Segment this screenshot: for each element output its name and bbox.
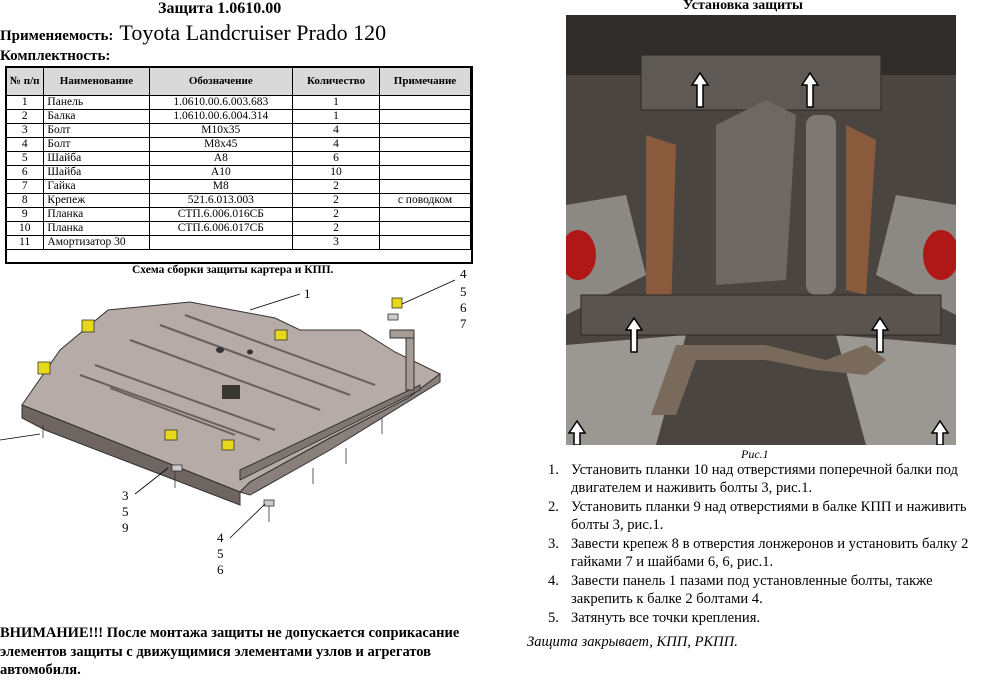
callout-3-left: 3 <box>122 488 129 503</box>
cell-note <box>379 96 470 110</box>
cell-num: 6 <box>6 166 44 180</box>
col-header-num: № п/п <box>6 67 44 96</box>
cell-num: 4 <box>6 138 44 152</box>
col-header-note: Примечание <box>379 67 470 96</box>
cell-designation: M8x45 <box>149 138 293 152</box>
callout-9-left: 9 <box>122 520 129 535</box>
callout-6-top: 6 <box>460 300 467 315</box>
cell-designation: A10 <box>149 166 293 180</box>
document-title: Защита 1.0610.00 <box>158 0 282 17</box>
cell-num: 3 <box>6 124 44 138</box>
cell-name: Планка <box>44 222 149 236</box>
step-text: Затянуть все точки крепления. <box>571 610 761 626</box>
step-text: Завести крепеж 8 в отверстия лонжеронов и установить балку 2 гайками 7 и шайбами 6, 6, рис.1. <box>571 536 969 570</box>
cell-designation: 521.6.013.003 <box>149 194 293 208</box>
step-item <box>548 610 980 628</box>
cell-name: Балка <box>44 110 149 124</box>
assembly-diagram <box>0 270 480 580</box>
parts-table-body <box>6 96 471 250</box>
cell-num: 2 <box>6 110 44 124</box>
cell-name: Болт <box>44 138 149 152</box>
installation-photo <box>566 15 956 445</box>
cell-name: Болт <box>44 124 149 138</box>
warning-text: ВНИМАНИЕ!!! После монтажа защиты не допускается соприкасание элементов защиты с движущимися элементами узлов и агрегатов автомобиля. <box>0 625 460 678</box>
table-row <box>6 166 471 180</box>
table-row <box>6 194 471 208</box>
table-row <box>6 222 471 236</box>
cell-quantity: 10 <box>293 166 380 180</box>
step-number: 2. <box>548 499 559 515</box>
step-number: 5. <box>548 610 559 626</box>
cell-designation: СТП.6.006.017СБ <box>149 222 293 236</box>
col-header-name: Наименование <box>44 67 149 96</box>
cell-note <box>379 124 470 138</box>
table-row <box>6 152 471 166</box>
step-item <box>548 462 980 497</box>
table-row <box>6 96 471 110</box>
installation-title: Установка защиты <box>683 0 803 13</box>
applicability-label: Применяемость: <box>0 28 114 44</box>
cell-note <box>379 110 470 124</box>
applicability <box>0 20 386 46</box>
cell-name: Гайка <box>44 180 149 194</box>
cell-note <box>379 208 470 222</box>
cell-quantity: 2 <box>293 208 380 222</box>
table-row <box>6 208 471 222</box>
cell-num: 10 <box>6 222 44 236</box>
cell-quantity: 4 <box>293 124 380 138</box>
table-row <box>6 124 471 138</box>
cell-quantity: 2 <box>293 194 380 208</box>
cell-num: 9 <box>6 208 44 222</box>
panel-shape <box>22 302 440 505</box>
cell-note <box>379 222 470 236</box>
table-row <box>6 180 471 194</box>
parts-table-header <box>6 67 471 96</box>
cell-designation: M8 <box>149 180 293 194</box>
callout-5-top: 5 <box>460 284 467 299</box>
callout-1: 1 <box>304 286 311 301</box>
cell-num: 8 <box>6 194 44 208</box>
cell-note <box>379 138 470 152</box>
cell-note <box>379 152 470 166</box>
col-header-quantity: Количество <box>293 67 380 96</box>
step-text: Установить планки 10 над отверстиями поперечной балки под двигателем и наживить болты 3, рис.1. <box>571 462 958 496</box>
figure-caption: Рис.1 <box>741 447 769 461</box>
cell-quantity: 4 <box>293 138 380 152</box>
cell-designation: 1.0610.00.6.003.683 <box>149 96 293 110</box>
cell-name: Панель <box>44 96 149 110</box>
cell-name: Амортизатор 30 <box>44 236 149 250</box>
applicability-value: Toyota Landcruiser Prado 120 <box>119 20 387 45</box>
step-text: Завести панель 1 пазами под установленные болты, также закрепить к балке 2 болтами 4. <box>571 573 933 607</box>
closing-note: Защита закрывает, КПП, РКПП. <box>527 634 738 650</box>
callout-4-bottom: 4 <box>217 530 224 545</box>
cell-name: Крепеж <box>44 194 149 208</box>
cell-quantity: 3 <box>293 236 380 250</box>
cell-quantity: 6 <box>293 152 380 166</box>
installation-steps <box>548 462 980 630</box>
cell-quantity: 1 <box>293 110 380 124</box>
step-item <box>548 573 980 608</box>
cell-designation: M10x35 <box>149 124 293 138</box>
cell-quantity: 1 <box>293 96 380 110</box>
cell-designation: A8 <box>149 152 293 166</box>
cell-num: 7 <box>6 180 44 194</box>
step-text: Установить планки 9 над отверстиями в балке КПП и наживить болты 3, рис.1. <box>571 499 967 533</box>
cell-num: 1 <box>6 96 44 110</box>
step-number: 4. <box>548 573 559 589</box>
callout-4-top: 4 <box>460 270 467 281</box>
cell-designation: 1.0610.00.6.004.314 <box>149 110 293 124</box>
cell-name: Шайба <box>44 152 149 166</box>
parts-table <box>5 66 471 250</box>
step-number: 3. <box>548 536 559 552</box>
cell-num: 11 <box>6 236 44 250</box>
callout-5-left: 5 <box>122 504 129 519</box>
cell-note <box>379 236 470 250</box>
cell-name: Шайба <box>44 166 149 180</box>
cell-note: с поводком <box>379 194 470 208</box>
step-item <box>548 499 980 534</box>
cell-note <box>379 166 470 180</box>
cell-name: Планка <box>44 208 149 222</box>
callout-6-bottom: 6 <box>217 562 224 577</box>
callout-7-top: 7 <box>460 316 467 331</box>
schema-title: Схема сборки защиты картера и КПП. <box>132 264 334 276</box>
step-item <box>548 536 980 571</box>
table-row <box>6 236 471 250</box>
table-row <box>6 110 471 124</box>
cell-designation <box>149 236 293 250</box>
cell-designation: СТП.6.006.016СБ <box>149 208 293 222</box>
cell-quantity: 2 <box>293 180 380 194</box>
col-header-designation: Обозначение <box>149 67 293 96</box>
callout-5-bottom: 5 <box>217 546 224 561</box>
step-number: 1. <box>548 462 559 478</box>
cell-num: 5 <box>6 152 44 166</box>
cell-note <box>379 180 470 194</box>
kit-label: Комплектность: <box>0 48 111 64</box>
table-row <box>6 138 471 152</box>
cell-quantity: 2 <box>293 222 380 236</box>
